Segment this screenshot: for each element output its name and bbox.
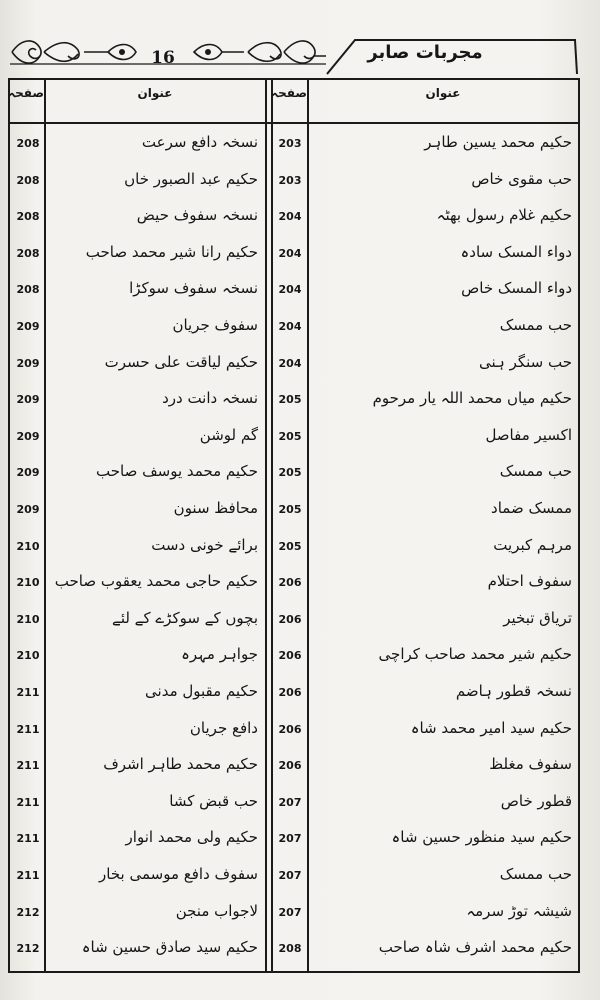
right-entry-title: شیشہ توڑ سرمہ [466, 901, 572, 920]
right-entry-title: حب ممسک [499, 316, 572, 334]
right-entry-title: حکیم محمد یسین طاہر [424, 133, 572, 151]
left-page-number: 211 [16, 869, 40, 882]
left-entry-title: سفوف دافع موسمی بخار [99, 865, 258, 883]
contents-table [8, 78, 580, 973]
column-header-page-right: صفحہ [271, 86, 307, 100]
left-page-number: 211 [16, 795, 40, 809]
right-page-number: 204 [278, 283, 302, 297]
table-row [10, 567, 578, 599]
right-page-number: 205 [278, 393, 302, 407]
right-page-number: 207 [278, 905, 302, 919]
left-entry-title: حکیم محمد یوسف صاحب [96, 462, 258, 481]
right-page-number: 205 [278, 539, 302, 553]
right-page-number: 205 [278, 429, 302, 443]
left-page-number: 211 [16, 759, 40, 773]
right-entry-title: حب سنگر ہنی [478, 352, 572, 371]
right-entry-title: حکیم محمد اشرف شاہ صاحب [378, 938, 572, 957]
left-entry-title: گم لوشن [199, 425, 258, 444]
left-page-number: 208 [16, 283, 40, 297]
column-header-page-left: صفحہ [8, 86, 44, 100]
right-page-number: 203 [278, 137, 302, 150]
table-row [10, 457, 578, 489]
left-entry-title: نسخہ سفوف حیض [136, 206, 258, 225]
right-page-number: 206 [278, 722, 302, 736]
right-page-number: 206 [278, 612, 302, 626]
right-entry-title: حب ممسک [499, 462, 572, 481]
right-entry-title: سفوف احتلام [487, 572, 572, 591]
table-row [10, 238, 578, 270]
right-entry-title: حکیم میاں محمد اللہ یار مرحوم [372, 389, 572, 408]
column-header-title-left: عنوان [137, 86, 173, 100]
left-entry-title: حکیم مقبول مدنی [145, 682, 258, 700]
book-title: مجربات صابر [367, 42, 483, 63]
table-row [10, 384, 578, 416]
right-page-number: 206 [278, 686, 302, 699]
right-entry-title: حکیم سید امیر محمد شاہ [410, 718, 572, 737]
left-page-number: 208 [16, 173, 40, 187]
page-header [0, 20, 600, 80]
left-page-number: 210 [16, 576, 40, 590]
left-page-number: 211 [16, 832, 40, 846]
left-page-number: 209 [16, 429, 40, 443]
left-page-number: 210 [16, 612, 40, 626]
right-entry-title: دواء المسک سادہ [460, 242, 572, 261]
right-entry-title: مرہم کبریت [493, 535, 572, 554]
left-entry-title: حکیم رانا شیر محمد صاحب [85, 242, 258, 261]
left-entry-title: دافع جریان [189, 718, 258, 737]
table-row [10, 750, 578, 782]
right-page-number: 206 [278, 759, 302, 773]
left-page-number: 209 [16, 320, 40, 333]
right-entry-title: حب مقوی خاص [471, 169, 572, 188]
right-page-number: 207 [278, 795, 302, 809]
table-row [10, 128, 578, 160]
left-entry-title: بچوں کے سوکڑے کے لئے [112, 608, 258, 627]
left-entry-title: لاجواب منجن [175, 901, 258, 920]
table-row [10, 714, 578, 746]
table-row [10, 348, 578, 380]
left-page-number: 209 [16, 503, 40, 516]
column-header-title-right: عنوان [425, 86, 461, 100]
right-page-number: 204 [278, 320, 302, 333]
table-row [10, 787, 578, 819]
right-page-number: 205 [278, 503, 302, 516]
table-row [10, 165, 578, 197]
left-entry-title: حکیم سید صادق حسین شاہ [81, 938, 258, 957]
table-row [10, 604, 578, 636]
left-entry-title: حب قبض کشا [169, 791, 258, 810]
left-entry-title: حکیم ولی محمد انوار [125, 828, 258, 847]
left-entry-title: حکیم حاجی محمد یعقوب صاحب [54, 572, 258, 591]
right-entry-title: تریاق تبخیر [503, 608, 572, 627]
right-entry-title: قطور خاص [500, 791, 572, 810]
right-page-number: 204 [278, 210, 302, 224]
right-page-number: 208 [278, 942, 302, 956]
right-page-number: 207 [278, 869, 302, 882]
right-entry-title: دواء المسک خاص [461, 279, 572, 298]
right-page-number: 206 [278, 576, 302, 590]
left-entry-title: نسخہ دانت درد [162, 389, 258, 408]
left-entry-title: حکیم لیاقت علی حسرت [104, 352, 258, 371]
header-rule [10, 122, 578, 124]
right-page-number: 204 [278, 356, 302, 370]
table-row [10, 311, 578, 343]
right-page-number: 207 [278, 832, 302, 846]
table-row [10, 494, 578, 526]
left-page-number: 208 [16, 210, 40, 224]
right-entry-title: حکیم سید منظور حسین شاہ [391, 828, 572, 847]
table-row [10, 274, 578, 306]
right-entry-title: سفوف مغلظ [489, 755, 572, 774]
left-page-number: 209 [16, 393, 40, 407]
table-row [10, 860, 578, 892]
left-page-number: 208 [16, 246, 40, 260]
left-entry-title: محافظ سنون [173, 499, 258, 517]
left-entry-title: حکیم عبد الصبور خاں [124, 169, 258, 188]
right-entry-title: حکیم شیر محمد صاحب کراچی [378, 645, 572, 664]
left-entry-title: جواہر مہرہ [181, 645, 258, 664]
table-row [10, 677, 578, 709]
left-page-number: 208 [16, 137, 40, 150]
left-page-number: 212 [16, 942, 40, 956]
right-page-number: 203 [278, 173, 302, 187]
right-entry-title: اکسیر مفاصل [485, 425, 572, 444]
left-page-number: 211 [16, 686, 40, 699]
table-row [10, 933, 578, 965]
left-entry-title: سفوف جریان [172, 316, 258, 334]
right-entry-title: حب ممسک [499, 865, 572, 883]
left-page-number: 211 [16, 722, 40, 736]
left-page-number: 209 [16, 356, 40, 370]
right-entry-title: نسخہ قطور ہاضم [455, 682, 572, 700]
table-row [10, 421, 578, 453]
right-entry-title: حکیم غلام رسول بھٹہ [436, 206, 572, 225]
table-row [10, 531, 578, 563]
left-page-number: 212 [16, 905, 40, 919]
right-page-number: 206 [278, 649, 302, 663]
right-entry-title: ممسک ضماد [491, 499, 572, 517]
left-entry-title: نسخہ دافع سرعت [141, 133, 258, 151]
right-page-number: 205 [278, 466, 302, 480]
page-number: 16 [151, 48, 175, 68]
table-row [10, 823, 578, 855]
left-page-number: 210 [16, 539, 40, 553]
table-row [10, 640, 578, 672]
table-row [10, 201, 578, 233]
left-page-number: 210 [16, 649, 40, 663]
right-page-number: 204 [278, 246, 302, 260]
left-page-number: 209 [16, 466, 40, 480]
left-entry-title: حکیم محمد طاہر اشرف [103, 755, 258, 774]
left-entry-title: برائے خونی دست [151, 535, 258, 554]
left-entry-title: نسخہ سفوف سوکڑا [129, 279, 258, 298]
table-row [10, 897, 578, 929]
